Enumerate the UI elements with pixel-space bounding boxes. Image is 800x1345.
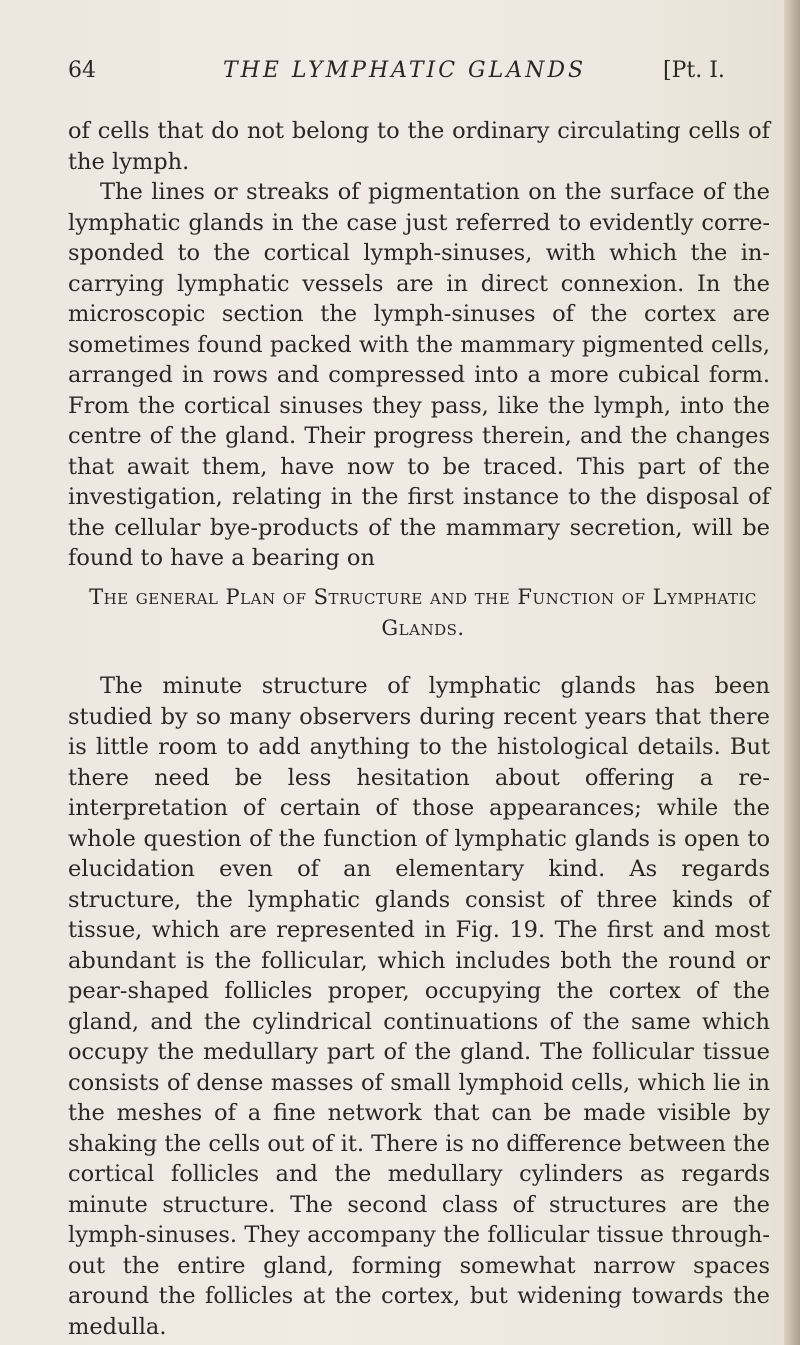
text-block-upper (68, 116, 770, 574)
section-heading: The general Plan of Structure and the Function of Lymphatic Glands. (89, 585, 757, 640)
paragraph-pigmentation: The lines or streaks of pigmentation on the surface of the lymphatic glands in the case just referred to evidently corre-sponded to the cortical lymph-sinuses, with which the in-carrying lymphatic vessels are in direct connexion. In the microscopic section the lymph-sinuses of the cortex are sometimes found packed with the mammary pigmented cells, arranged in rows and compressed into a more cubical form. From the cortical sinuses they pass, like the lymph, into the centre of the gland. Their progress therein, and the changes that await them, have now to be traced. This part of the investigation, relating in the first instance to the disposal of the cellular bye-products of the mammary secretion, will be found to have a bearing on (68, 179, 770, 571)
paragraph-continuation: of cells that do not belong to the ordinary circulating cells of the lymph. (68, 118, 770, 175)
paragraph-structure: The minute structure of lymphatic glands has been studied by so many observers during recent years that there is little room to add anything to the histological details. But there need be less hesitation about offering a re-interpretation of certain of those appearances; while the whole question of the function of lymphatic glands is open to elucidation even of an elementary kind. As regards structure, the lymphatic glands consist of three kinds of tissue, which are represented in Fig. 19. The first and most abundant is the follicular, which includes both the round or pear-shaped follicles proper, occupying the cortex of the gland, and the cylindrical continuations of the same which occupy the medullary part of the gland. The follicular tissue consists of dense masses of small lymphoid cells, which lie in the meshes of a fine network that can be made visible by shaking the cells out of it. There is no difference between the cortical follicles and the medullary cylinders as regards minute structure. The second class of structures are the lymph-sinuses. They accompany the follicular tissue through-out the entire gland, forming somewhat narrow spaces around the follicles at the cortex, but widening towards the medulla. (68, 673, 770, 1340)
part-label: [Pt. I. (663, 58, 725, 83)
text-block-lower (68, 671, 770, 1342)
page-header (68, 58, 768, 88)
page-number: 64 (68, 58, 96, 83)
page-edge-shadow (784, 0, 800, 1345)
running-title: THE LYMPHATIC GLANDS (223, 58, 587, 83)
